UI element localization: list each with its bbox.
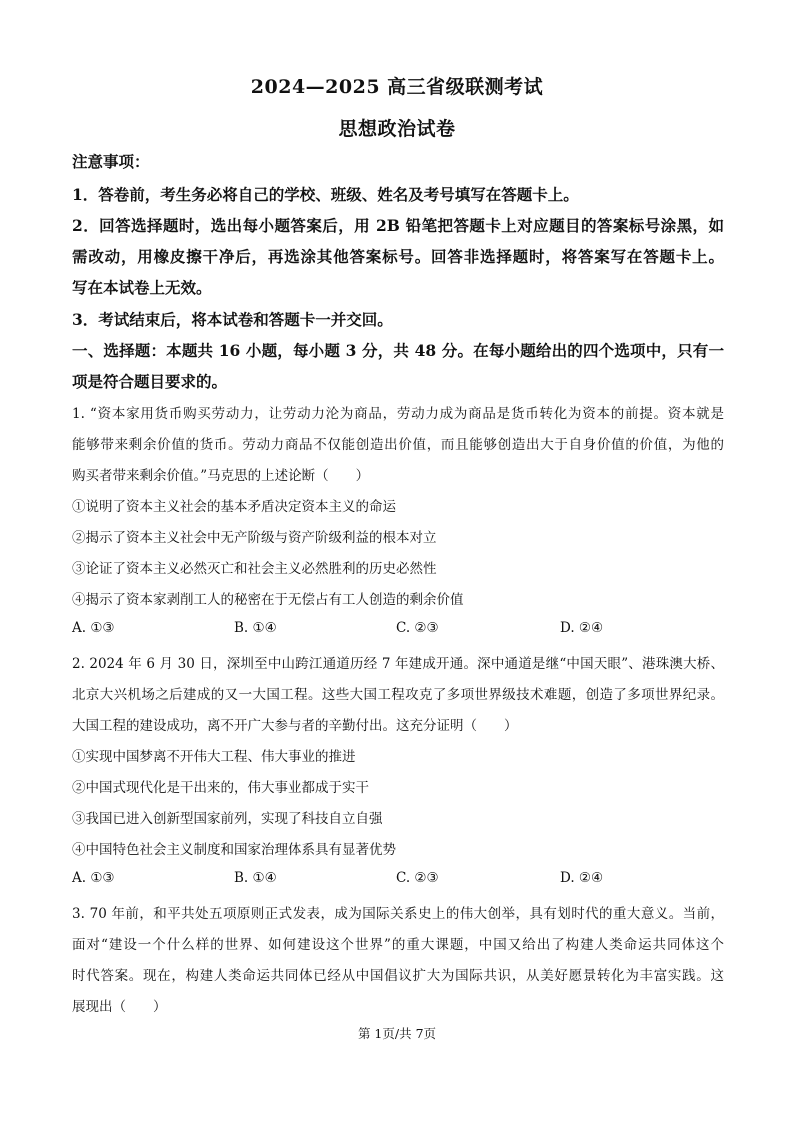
exam-title: 2024—2025 高三省级联测考试 [250, 76, 544, 98]
q2-option-c: C. ②③ [396, 870, 439, 886]
q2-stem-line-1: 2. 2024 年 6 月 30 日，深圳至中山跨江通道历经 7 年建成开通。深中通道是继“中国天眼”、港珠澳大桥、 [72, 656, 724, 672]
notice-item-2-line-3: 写在本试卷上无效。 [72, 278, 212, 297]
notice-item-2-line-1: 2．回答选择题时，选出每小题答案后，用 2B 铅笔把答题卡上对应题目的答案标号涂黑，如 [72, 216, 724, 235]
q1-statement-4: ④揭示了资本家剥削工人的秘密在于无偿占有工人创造的剩余价值 [72, 592, 464, 608]
q2-statement-4: ④中国特色社会主义制度和国家治理体系具有显著优势 [72, 842, 396, 858]
q2-option-d: D. ②④ [560, 870, 604, 886]
q1-option-d: D. ②④ [560, 620, 604, 636]
q2-stem-line-2: 北京大兴机场之后建成的又一大国工程。这些大国工程攻克了多项世界级技术难题，创造了多项世界纪录。 [72, 687, 724, 703]
section-heading-line-2: 项是符合题目要求的。 [72, 372, 228, 391]
section-heading-line-1: 一、选择题：本题共 16 小题，每小题 3 分，共 48 分。在每小题给出的四个选项中，只有一 [72, 341, 724, 360]
q1-statement-2: ②揭示了资本主义社会中无产阶级与资产阶级利益的根本对立 [72, 530, 437, 546]
q2-statement-2: ②中国式现代化是干出来的，伟大事业都成于实干 [72, 780, 369, 796]
q1-option-c: C. ②③ [396, 620, 439, 636]
q3-stem-line-2: 面对“建设一个什么样的世界、如何建设这个世界”的重大课题，中国又给出了构建人类命运共同体这个 [72, 937, 724, 953]
q3-stem-line-3: 时代答案。现在，构建人类命运共同体已经从中国倡议扩大为国际共识，从美好愿景转化为丰富实践。这 [72, 968, 724, 984]
q2-option-b: B. ①④ [234, 870, 277, 886]
q3-stem-line-4: 展现出（ ） [72, 999, 167, 1015]
q1-statement-1: ①说明了资本主义社会的基本矛盾决定资本主义的命运 [72, 499, 396, 515]
q2-option-a: A. ①③ [72, 870, 115, 886]
notice-item-2-line-2: 需改动，用橡皮擦干净后，再选涂其他答案标号。回答非选择题时，将答案写在答题卡上。 [72, 247, 724, 266]
notice-heading: 注意事项： [72, 152, 150, 171]
q3-stem-line-1: 3. 70 年前，和平共处五项原则正式发表，成为国际关系史上的伟大创举，具有划时代的重大意义。当前， [72, 906, 724, 922]
q1-option-b: B. ①④ [234, 620, 277, 636]
subject-title: 思想政治试卷 [338, 118, 456, 140]
q1-statement-3: ③论证了资本主义必然灭亡和社会主义必然胜利的历史必然性 [72, 561, 437, 577]
q2-statement-3: ③我国已进入创新型国家前列，实现了科技自立自强 [72, 811, 383, 827]
q1-stem-line-3: 购买者带来剩余价值。”马克思的上述论断（ ） [72, 468, 370, 484]
q2-stem-line-3: 大国工程的建设成功，离不开广大参与者的辛勤付出。这充分证明（ ） [72, 718, 518, 734]
q2-statement-1: ①实现中国梦离不开伟大工程、伟大事业的推进 [72, 749, 356, 765]
page-number: 第 1页/共 7页 [357, 1026, 437, 1041]
notice-item-3: 3．考试结束后，将本试卷和答题卡一并交回。 [72, 310, 393, 329]
q1-stem-line-1: 1. “资本家用货币购买劳动力，让劳动力沦为商品，劳动力成为商品是货币转化为资本的前提。资本就是 [72, 406, 724, 422]
q1-option-a: A. ①③ [72, 620, 115, 636]
q1-stem-line-2: 能够带来剩余价值的货币。劳动力商品不仅能创造出价值，而且能够创造出大于自身价值的价值，为他的 [72, 437, 724, 453]
notice-item-1: 1．答卷前，考生务必将自己的学校、班级、姓名及考号填写在答题卡上。 [72, 185, 579, 204]
